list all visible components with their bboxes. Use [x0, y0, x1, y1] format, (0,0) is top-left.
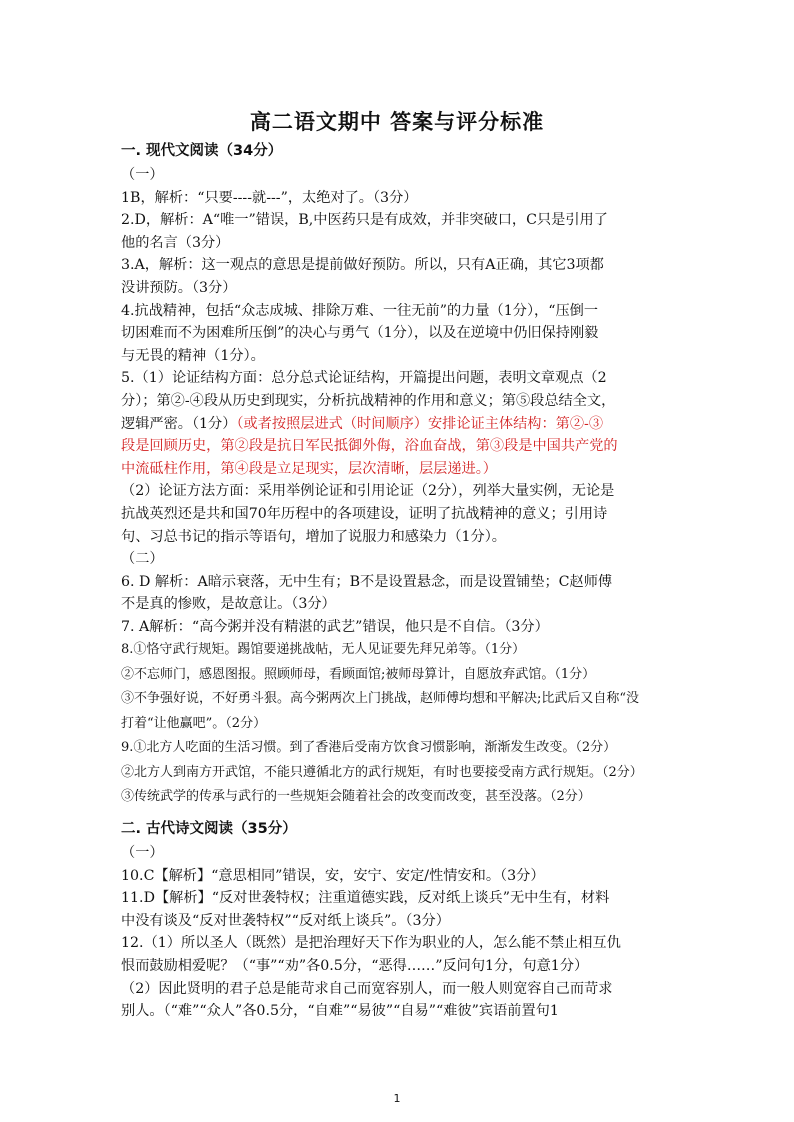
text-line: [121, 571, 681, 594]
text-line: [121, 503, 681, 526]
text-line: [121, 232, 681, 255]
text-line: [121, 413, 681, 436]
line-text: 他的名言（3分）: [121, 234, 230, 251]
line-text: 5.（1）论证结构方面：总分总式论证结构，开篇提出问题，表明文章观点（2: [121, 370, 607, 387]
line-text: 与无畏的精神（1分）。: [121, 347, 265, 364]
text-line: [121, 254, 681, 277]
text-line: [121, 955, 681, 978]
line-text: 8.①恪守武行规矩。踢馆要递挑战帖，无人见证要先拜兄弟等。（1分）: [121, 642, 526, 658]
line-text: 没讲预防。（3分）: [121, 279, 237, 296]
text-line: [121, 887, 681, 910]
text-line: [121, 1000, 681, 1023]
text-line: [121, 663, 681, 688]
text-line: [121, 616, 681, 639]
page-title: 高二语文期中 答案与评分标准: [249, 110, 545, 134]
line-text: 6. D 解析：A暗示衰落，无中生有；B不是设置悬念，而是设置铺垫；C赵师傅: [121, 573, 613, 590]
section-heading: [121, 140, 681, 162]
text-line: [121, 322, 681, 345]
line-text: （2）因此贤明的君子总是能苛求自己而宽容别人，而一般人则宽容自己而苛求: [121, 980, 613, 997]
line-text: 1B，解析：“只要----就---”，太绝对了。（3分）: [121, 189, 418, 206]
line-text: 不是真的惨败，是故意让。（3分）: [121, 596, 336, 613]
line-text: 句、习总书记的指示等语句，增加了说服力和感染力（1分）。: [121, 528, 506, 545]
text-line: [121, 865, 681, 888]
line-text: 10.C【解析】“意思相同”错误，安，安宁、安定/性情安和。（3分）: [121, 867, 545, 884]
line-text: ②不忘师门，感恩图报。照顾师母，看顾面馆;被师母算计，自愿放弃武馆。（1分）: [121, 666, 596, 682]
line-text: 别人。（“难”“众人”各0.5分，“自难”“易彼”“自易”“难彼”宾语前置句1: [121, 1003, 559, 1020]
text-line: [121, 277, 681, 300]
line-text: ③不争强好说，不好勇斗狠。高今粥两次上门挑战，赵师傅均想和平解决;比武后又自称“没: [121, 691, 640, 707]
section-heading: [121, 818, 681, 840]
page-number: 1: [393, 1092, 401, 1105]
text-line: [121, 209, 681, 232]
text-line: [121, 593, 681, 616]
line-text: （2）论证方法方面：采用举例论证和引用论证（2分），列举大量实例，无论是: [121, 483, 615, 500]
text-line: [121, 367, 681, 390]
text-line: [121, 435, 681, 458]
text-line: [121, 164, 681, 187]
text-line: [121, 548, 681, 571]
line-text: 中没有谈及“反对世袭特权”“反对纸上谈兵”。（3分）: [121, 912, 450, 929]
line-text: 一. 现代文阅读（34分）: [121, 143, 283, 159]
document-body: [121, 140, 681, 1023]
line-text: 恨而鼓励相爱呢？（“事”“劝”各0.5分，“恶得……”反问句1分，句意1分）: [121, 957, 589, 974]
line-text: 逻辑严密。（1分）: [121, 415, 237, 432]
text-line: [121, 526, 681, 549]
line-text: （二）: [121, 551, 164, 568]
highlighted-text: （或者按照层进式（时间顺序）安排论证主体结构：第②-③: [236, 415, 604, 432]
line-text: ③传统武学的传承与武行的一些规矩会随着社会的改变而改变，甚至没落。（2分）: [121, 789, 591, 805]
line-text: 2.D，解析：A“唯一”错误，B,中医药只是有成效，并非突破口，C只是引用了: [121, 212, 608, 229]
text-line: [121, 300, 681, 323]
text-line: [121, 761, 681, 786]
line-text: 打着“让他赢吧”。（2分）: [121, 715, 267, 731]
line-text: 12.（1）所以圣人（既然）是把治理好天下作为职业的人，怎么能不禁止相互仇: [121, 935, 621, 952]
text-line: [121, 480, 681, 503]
text-line: [121, 638, 681, 663]
text-line: [121, 390, 681, 413]
text-line: [121, 687, 681, 712]
text-line: [121, 978, 681, 1001]
text-line: [121, 910, 681, 933]
line-text: 二. 古代诗文阅读（35分）: [121, 820, 297, 837]
highlighted-text: 段是回顾历史，第②段是抗日军民抵御外侮，浴血奋战，第③段是中国共产党的: [121, 438, 618, 455]
text-line: [121, 187, 681, 210]
line-text: （一）: [121, 167, 164, 183]
line-text: 7. A解析：“高今粥并没有精湛的武艺”错误，他只是不自信。（3分）: [121, 618, 549, 635]
line-text: 抗战英烈还是共和国70年历程中的各项建设，证明了抗战精神的意义；引用诗: [121, 505, 608, 522]
text-line: [121, 785, 681, 810]
text-line: [121, 932, 681, 955]
text-line: [121, 842, 681, 865]
line-text: 切困难而不为困难所压倒”的决心与勇气（1分），以及在逆境中仍旧保持刚毅: [121, 325, 599, 342]
line-text: 3.A，解析：这一观点的意思是提前做好预防。所以，只有A正确，其它3项都: [121, 257, 604, 274]
text-line: [121, 712, 681, 737]
text-line: [121, 458, 681, 481]
text-line: [121, 736, 681, 761]
line-text: 4.抗战精神，包括“众志成城、排除万难、一往无前”的力量（1分），“压倒一: [121, 302, 599, 319]
line-text: 9.①北方人吃面的生活习惯。到了香港后受南方饮食习惯影响，渐渐发生改变。（2分）: [121, 740, 617, 756]
highlighted-text: 中流砥柱作用，第④段是立足现实，层次清晰，层层递进。）: [121, 460, 497, 477]
line-text: 11.D【解析】“反对世袭特权；注重道德实践，反对纸上谈兵”无中生有，材料: [121, 890, 610, 907]
line-text: （一）: [121, 844, 164, 861]
line-text: ②北方人到南方开武馆，不能只遵循北方的武行规矩，有时也要接受南方武行规矩。（2分）: [121, 764, 643, 780]
text-line: [121, 345, 681, 368]
line-text: 分）；第②-④段从历史到现实，分析抗战精神的作用和意义；第⑤段总结全文，: [121, 392, 616, 409]
